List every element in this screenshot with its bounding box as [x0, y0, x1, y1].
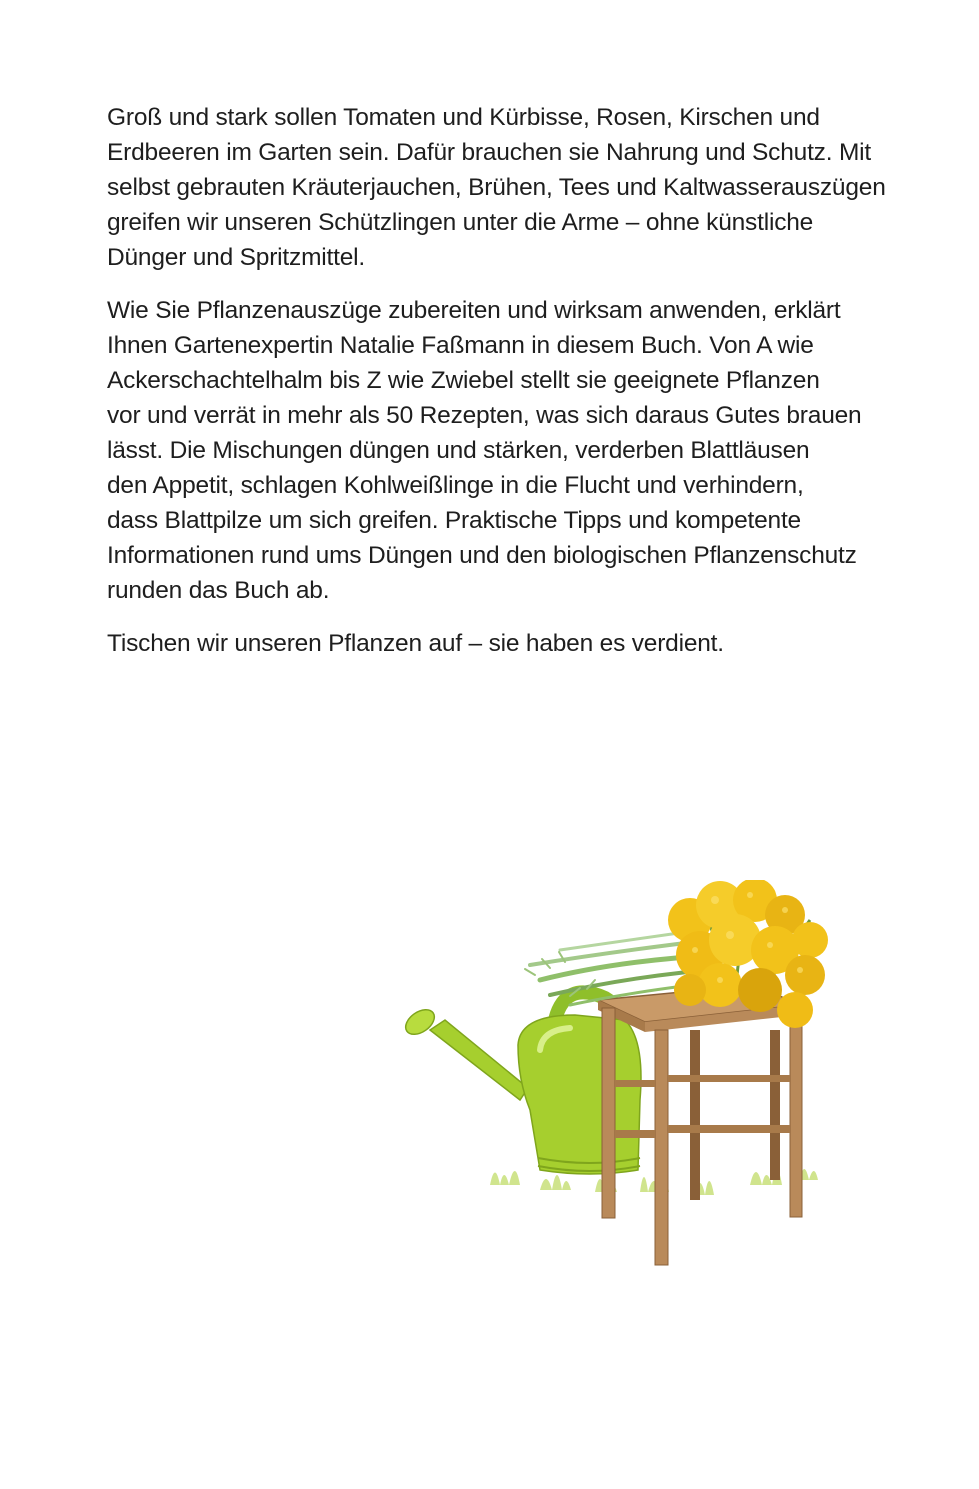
text-line: vor und verrät in mehr als 50 Rezepten, was sich daraus Gutes brauen	[107, 402, 862, 429]
text-line: Ihnen Gartenexpertin Natalie Faßmann in diesem Buch. Von A wie	[107, 332, 814, 359]
text-line: Erdbeeren im Garten sein. Dafür brauchen sie Nahrung und Schutz. Mit	[107, 139, 872, 166]
text-line: lässt. Die Mischungen düngen und stärken, verderben Blattläusen	[107, 437, 810, 464]
text-line: Ackerschachtelhalm bis Z wie Zwiebel stellt sie geeignete Pflanzen	[107, 367, 820, 394]
text-line: Tischen wir unseren Pflanzen auf – sie haben es verdient.	[107, 630, 724, 657]
paragraph-2	[107, 293, 867, 608]
text-line: den Appetit, schlagen Kohlweißlinge in die Flucht und verhindern,	[107, 472, 804, 499]
text-line: Informationen rund ums Düngen und den biologischen Pflanzenschutz	[107, 542, 857, 569]
text-line: dass Blattpilze um sich greifen. Praktische Tipps und kompetente	[107, 507, 801, 534]
paragraph-3	[107, 626, 867, 661]
blurb-text	[107, 100, 886, 679]
paragraph-1	[107, 100, 886, 275]
yellow-flowers	[668, 880, 828, 1028]
text-line: greifen wir unseren Schützlingen unter die Arme – ohne künstliche	[107, 209, 814, 236]
text-line: selbst gebrauten Kräuterjauchen, Brühen, Tees und Kaltwasserauszügen	[107, 174, 886, 201]
text-line: Groß und stark sollen Tomaten und Kürbisse, Rosen, Kirschen und	[107, 104, 820, 131]
text-line: Dünger und Spritzmittel.	[107, 244, 366, 271]
text-line: Wie Sie Pflanzenauszüge zubereiten und wirksam anwenden, erklärt	[107, 297, 841, 324]
grass-tufts	[490, 1169, 818, 1195]
watering-can-stool-illustration	[390, 880, 850, 1270]
text-line: runden das Buch ab.	[107, 577, 330, 604]
